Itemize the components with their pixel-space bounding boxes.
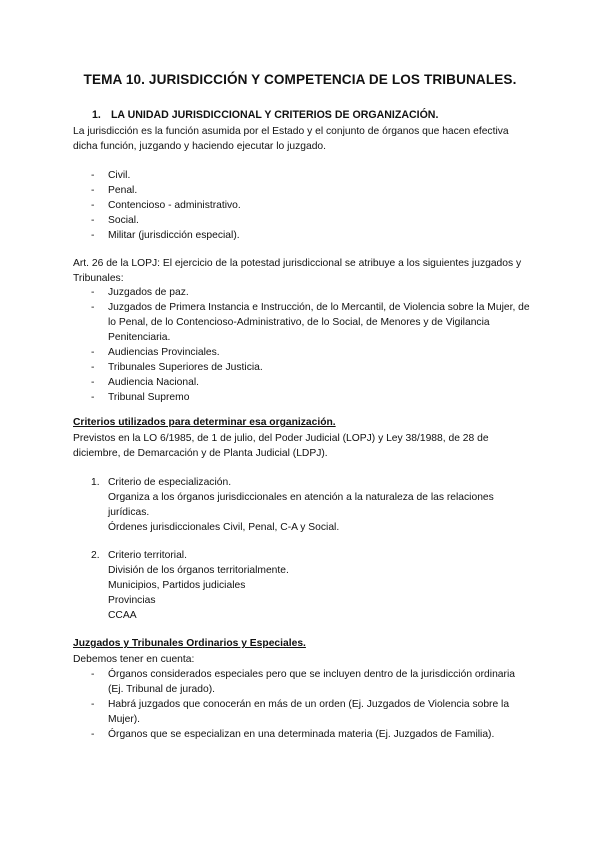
list-item: - Militar (jurisdicción especial). (91, 228, 531, 243)
criterion-number: 2. (91, 550, 100, 561)
criterion-number: 1. (91, 477, 100, 488)
section-number: 1. (92, 109, 101, 121)
ordinary-courts-heading: Juzgados y Tribunales Ordinarios y Especiales. (73, 638, 306, 649)
criteria-intro: Previstos en la LO 6/1985, de 1 de julio, del Poder Judicial (LOPJ) y Ley 38/1988, de 28 de diciembre, de Demarcación y de Planta Judicial (LDPJ). (73, 433, 489, 459)
list-item: - Audiencias Provinciales. (91, 345, 531, 360)
criterion-title: Criterio territorial. (108, 550, 187, 561)
list-item: - Contencioso - administrativo. (91, 198, 531, 213)
criterion-specialization (91, 475, 531, 535)
criterion-line: Provincias (108, 595, 156, 606)
list-item: - Órganos que se especializan en una determinada materia (Ej. Juzgados de Familia). (91, 727, 531, 742)
ordinary-courts-list (91, 667, 531, 742)
list-item: - Audiencia Nacional. (91, 375, 531, 390)
section-heading-text: LA UNIDAD JURISDICCIONAL Y CRITERIOS DE ORGANIZACIÓN. (110, 109, 439, 121)
courts-list (91, 285, 531, 405)
criterion-orders: Órdenes jurisdiccionales Civil, Penal, C-A y Social. (108, 522, 340, 533)
criterion-line: CCAA (108, 610, 137, 621)
list-item: - Civil. (91, 168, 531, 183)
list-item: - Social. (91, 213, 531, 228)
ordinary-intro: Debemos tener en cuenta: (73, 654, 195, 665)
criterion-line: División de los órganos territorialmente. (108, 565, 289, 576)
list-item: - Órganos considerados especiales pero que se incluyen dentro de la jurisdicción ordinaria (Ej. Tribunal de jurado). (91, 667, 531, 697)
art26-paragraph: Art. 26 de la LOPJ: El ejercicio de la potestad jurisdiccional se atribuye a los siguientes juzgados y Tribunales: (73, 258, 522, 284)
criteria-heading: Criterios utilizados para determinar esa organización. (73, 417, 336, 428)
criterion-line: Municipios, Partidos judiciales (108, 580, 246, 591)
list-item: - Habrá juzgados que conocerán en más de un orden (Ej. Juzgados de Violencia sobre la Mujer). (91, 697, 531, 727)
list-item: - Juzgados de Primera Instancia e Instrucción, de lo Mercantil, de Violencia sobre la Mujer, de lo Penal, de lo Contencioso-Administrativo, de lo Social, de Menores y de Vigilancia Penitenciaria. (91, 300, 531, 345)
page-title: TEMA 10. JURISDICCIÓN Y COMPETENCIA DE LOS TRIBUNALES. (83, 72, 517, 87)
section-heading (92, 109, 438, 121)
criterion-text: Organiza a los órganos jurisdiccionales en atención a la naturaleza de las relaciones jurídicas. (108, 492, 494, 518)
list-item: - Penal. (91, 183, 531, 198)
jurisdictional-orders-list (91, 168, 531, 243)
list-item: - Tribunal Supremo (91, 390, 531, 405)
criterion-territorial (91, 548, 531, 623)
list-item: - Tribunales Superiores de Justicia. (91, 360, 531, 375)
list-item: - Juzgados de paz. (91, 285, 531, 300)
criterion-title: Criterio de especialización. (108, 477, 232, 488)
jurisdiction-definition: La jurisdicción es la función asumida por el Estado y el conjunto de órganos que hacen efectiva dicha función, juzgando y haciendo ejecutar lo juzgado. (73, 126, 509, 152)
